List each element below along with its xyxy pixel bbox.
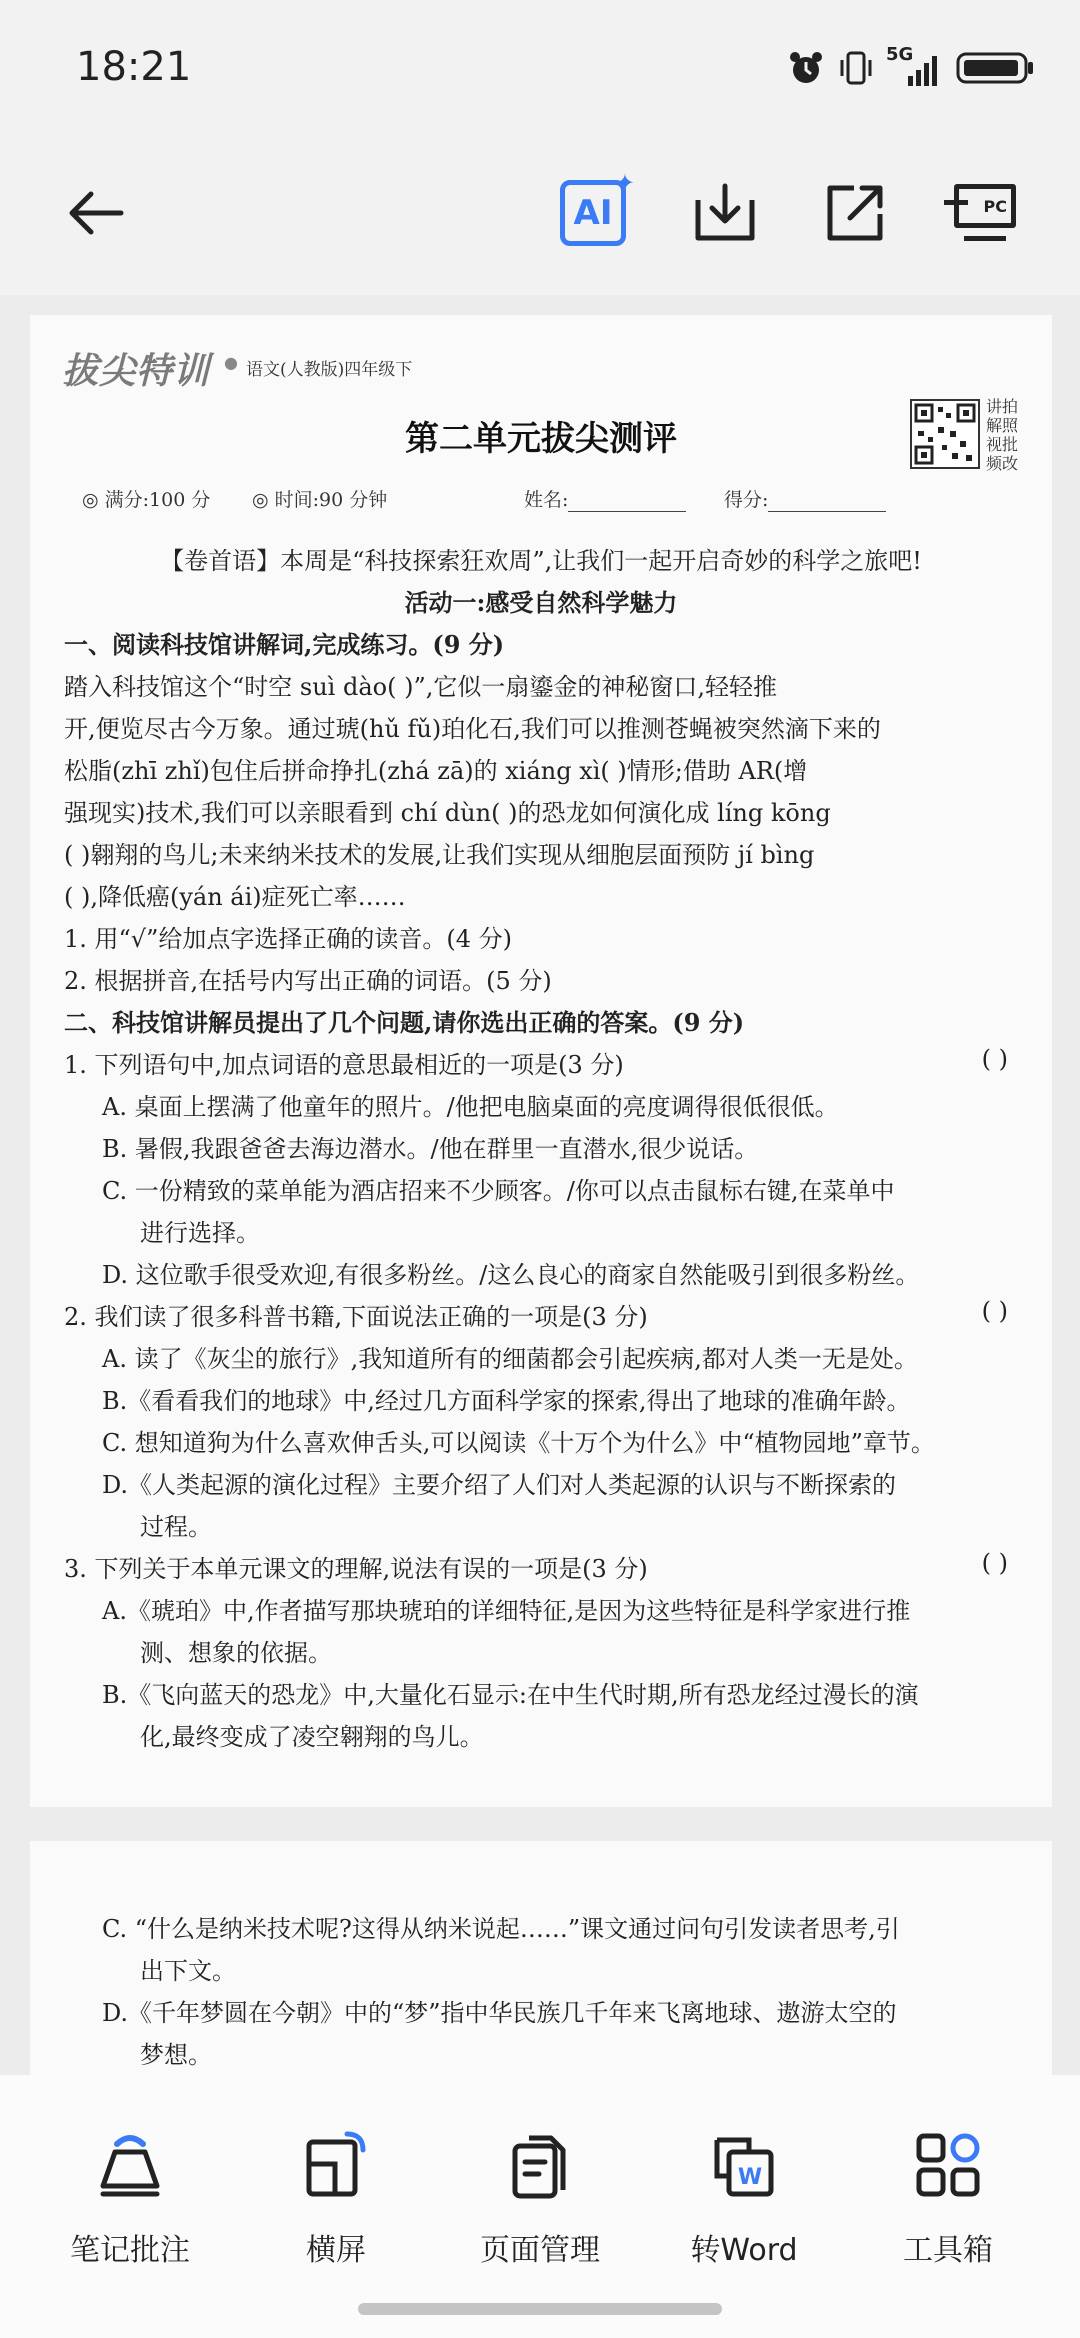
svg-text:W: W	[737, 2165, 763, 2190]
nav-label: 横屏	[306, 2233, 366, 2268]
section-2-heading: 二、科技馆讲解员提出了几个问题,请你选出正确的答案。(9 分)	[64, 1008, 745, 1037]
option: B.《看看我们的地球》中,经过几方面科学家的探索,得出了地球的准确年龄。	[102, 1387, 911, 1415]
brand-subtitle: 语文(人教版)四年级下	[246, 360, 413, 380]
answer-blank: ( )	[981, 1297, 1008, 1325]
answer-blank: ( )	[981, 1549, 1008, 1577]
nav-label: 工具箱	[903, 2233, 993, 2268]
activity-heading: 活动一:感受自然科学魅力	[404, 588, 678, 617]
back-arrow-icon	[65, 188, 125, 238]
full-score: ◎ 满分:100 分	[82, 489, 211, 511]
option-continued: 测、想象的依据。	[140, 1639, 332, 1667]
option: D.《人类起源的演化过程》主要介绍了人们对人类起源的认识与不断探索的	[102, 1471, 897, 1499]
name-label: 姓名:	[524, 489, 569, 511]
network-type: 5G	[886, 44, 914, 65]
vibrate-icon	[838, 48, 874, 88]
word-convert-icon	[709, 2130, 779, 2200]
status-bar	[0, 0, 1080, 140]
passage-line: 强现实)技术,我们可以亲眼看到 chí dùn( )的恐龙如何演化成 líng kōng	[64, 799, 831, 827]
status-icons	[786, 46, 1036, 90]
answer-blank: ( )	[981, 1045, 1008, 1073]
option: D.《千年梦圆在今朝》中的“梦”指中华民族几千年来飞离地球、遨游太空的	[102, 1999, 897, 2027]
passage-line: 开,便览尽古今万象。通过琥(hǔ fǔ)珀化石,我们可以推测苍蝇被突然滴下来的	[64, 715, 881, 743]
option: A. 读了《灰尘的旅行》,我知道所有的细菌都会引起疾病,都对人类一无是处。	[102, 1345, 918, 1373]
download-icon	[692, 180, 758, 246]
option: C. 一份精致的菜单能为酒店招来不少顾客。/你可以点击鼠标右键,在菜单中	[102, 1177, 895, 1205]
nav-label: 笔记批注	[70, 2233, 190, 2268]
network-5g-icon	[886, 44, 944, 88]
sparkle-icon: ✦	[614, 169, 635, 197]
option: D. 这位歌手很受欢迎,有很多粉丝。/这么良心的商家自然能吸引到很多粉丝。	[102, 1261, 920, 1289]
nav-toolbox[interactable]	[848, 2125, 1048, 2269]
nav-landscape[interactable]	[236, 2125, 436, 2269]
option: C. “什么是纳米技术呢?这得从纳米说起……”课文通过问句引发读者思考,引	[102, 1915, 900, 1943]
section-1-heading: 一、阅读科技馆讲解词,完成练习。(9 分)	[64, 630, 505, 659]
passage-line: ( )翱翔的鸟儿;未来纳米技术的发展,让我们实现从细胞层面预防 jí bìng	[64, 841, 815, 869]
share-button[interactable]	[810, 168, 900, 258]
score-label: 得分:	[724, 489, 769, 511]
ai-icon	[560, 169, 635, 246]
toolbar	[0, 140, 1080, 295]
nav-label: 页面管理	[480, 2233, 600, 2268]
passage-line: 踏入科技馆这个“时空 suì dào( )”,它似一扇鎏金的神秘窗口,轻轻推	[64, 673, 777, 701]
pc-button[interactable]	[940, 168, 1030, 258]
question-2-3: 3. 下列关于本单元课文的理解,说法有误的一项是(3 分)	[64, 1555, 648, 1583]
option: A. 桌面上摆满了他童年的照片。/他把电脑桌面的亮度调得很低很低。	[102, 1093, 839, 1121]
option-continued: 过程。	[140, 1513, 212, 1541]
question-2-1: 1. 下列语句中,加点词语的意思最相近的一项是(3 分)	[64, 1051, 624, 1079]
option: B. 暑假,我跟爸爸去海边潜水。/他在群里一直潜水,很少说话。	[102, 1135, 759, 1163]
name-field	[524, 485, 686, 512]
toolbox-icon	[913, 2130, 983, 2200]
brand-separator: ●	[224, 353, 238, 372]
option-continued: 进行选择。	[140, 1219, 260, 1247]
back-button[interactable]	[50, 168, 140, 258]
question-2-2: 2. 我们读了很多科普书籍,下面说法正确的一项是(3 分)	[64, 1303, 648, 1331]
document-page-1	[30, 315, 1052, 1807]
option-continued: 梦想。	[140, 2041, 212, 2069]
question-1-1: 1. 用“√”给加点字选择正确的读音。(4 分)	[64, 925, 512, 953]
question-1-2: 2. 根据拼音,在括号内写出正确的词语。(5 分)	[64, 967, 552, 995]
document-page-2	[30, 1841, 1052, 2075]
nav-annotate[interactable]	[30, 2125, 230, 2269]
pc-label: PC	[983, 196, 1007, 216]
share-icon	[822, 180, 888, 246]
qr-caption: 讲拍解照视批频改	[986, 397, 1019, 473]
status-time: 18:21	[76, 44, 192, 90]
option: B.《飞向蓝天的恐龙》中,大量化石显示:在中生代时期,所有恐龙经过漫长的演	[102, 1681, 919, 1709]
nav-label: 转Word	[690, 2233, 798, 2268]
exam-title: 第二单元拔尖测评	[405, 419, 677, 459]
option: A.《琥珀》中,作者描写那块琥珀的详细特征,是因为这些特征是科学家进行推	[102, 1597, 911, 1625]
rotate-screen-icon	[301, 2130, 371, 2200]
option-continued: 化,最终变成了凌空翱翔的鸟儿。	[140, 1723, 484, 1751]
battery-icon	[956, 48, 1036, 88]
nav-page-manage[interactable]	[440, 2125, 640, 2269]
document-viewer[interactable]	[0, 295, 1080, 2075]
alarm-icon	[786, 48, 826, 88]
ai-button[interactable]	[548, 168, 638, 258]
passage-line: 松脂(zhī zhǐ)包住后拼命挣扎(zhá zā)的 xiáng xì( )情形;借助 AR(增	[64, 757, 808, 785]
nav-to-word[interactable]	[644, 2125, 844, 2269]
pc-icon	[950, 180, 1020, 246]
annotate-icon	[95, 2130, 165, 2200]
passage-line: ( ),降低癌(yán ái)症死亡率……	[64, 883, 406, 911]
ai-label: AI	[573, 193, 613, 233]
download-button[interactable]	[680, 168, 770, 258]
score-field	[724, 485, 886, 512]
time-limit: ◎ 时间:90 分钟	[252, 489, 388, 511]
home-indicator[interactable]	[358, 2303, 722, 2315]
page-manage-icon	[505, 2130, 575, 2200]
brand-logo: 拔尖特训	[62, 351, 211, 392]
option-continued: 出下文。	[140, 1957, 236, 1985]
intro-text: 【卷首语】本周是“科技探索狂欢周”,让我们一起开启奇妙的科学之旅吧!	[160, 547, 922, 575]
bottom-nav	[0, 2075, 1080, 2338]
option: C. 想知道狗为什么喜欢伸舌头,可以阅读《十万个为什么》中“植物园地”章节。	[102, 1429, 935, 1457]
